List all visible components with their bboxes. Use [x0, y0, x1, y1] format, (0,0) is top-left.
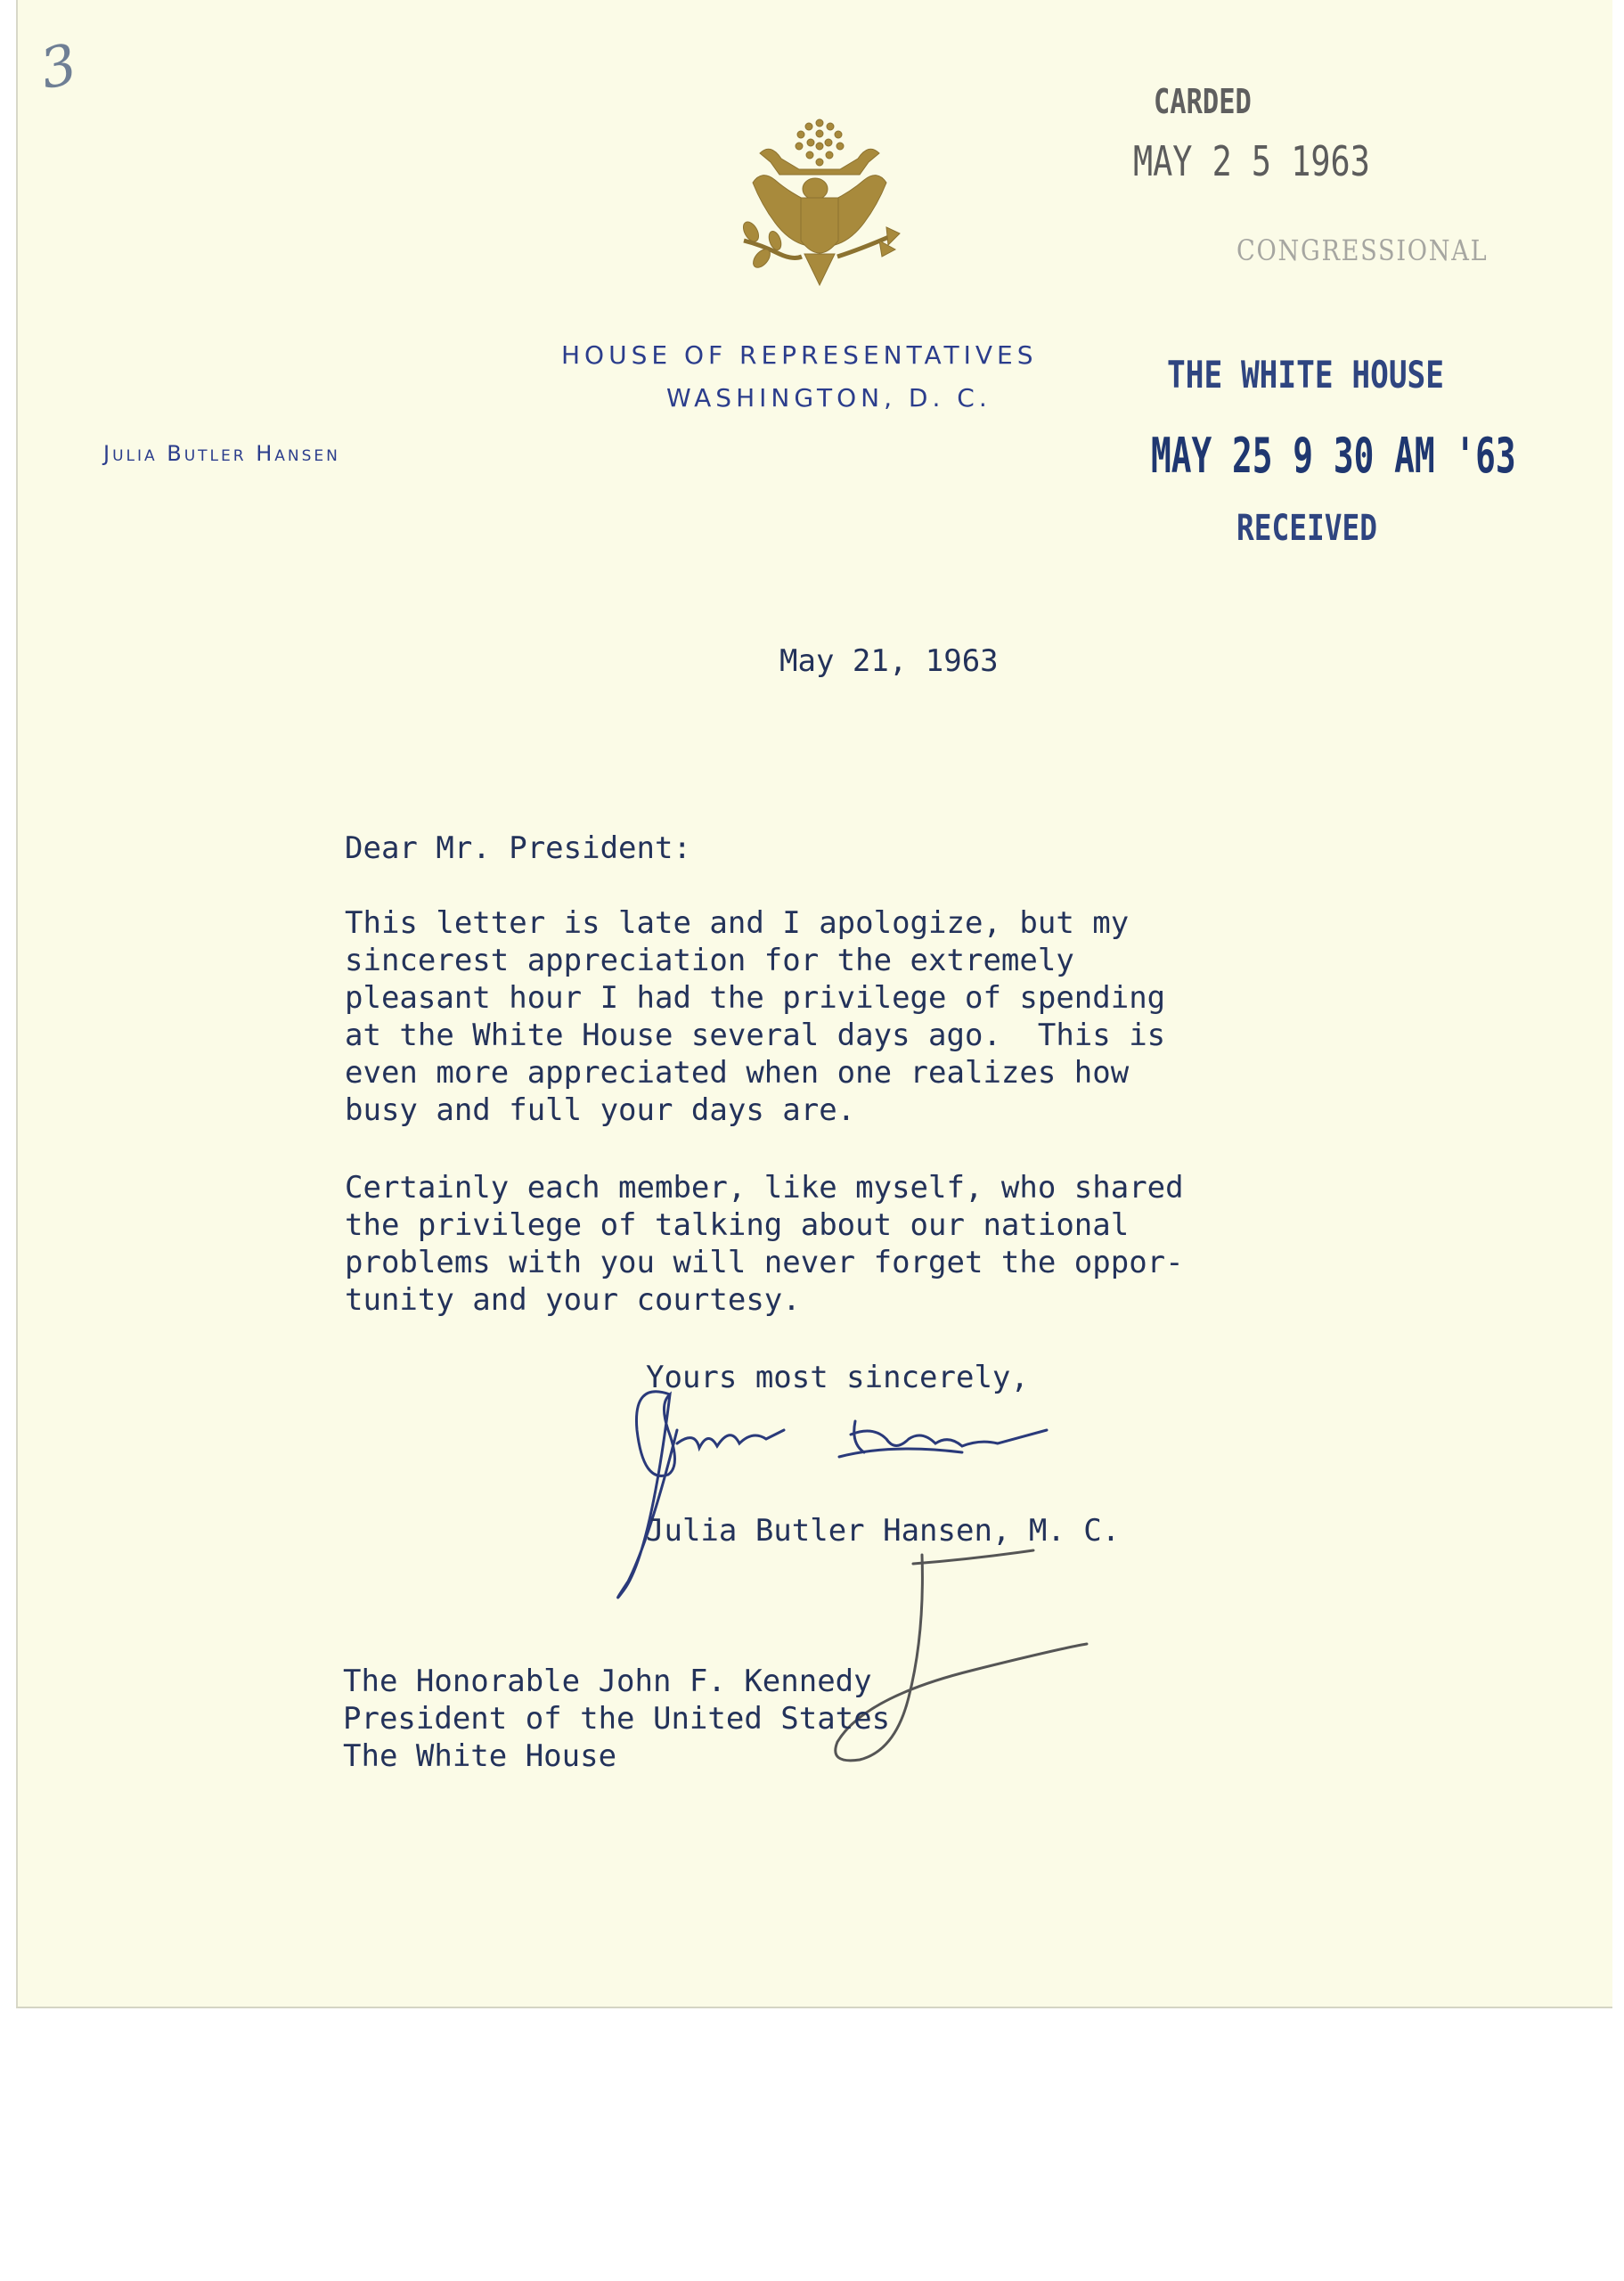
paragraph-line: This letter is late and I apologize, but my [345, 905, 1130, 941]
salutation: Dear Mr. President: [345, 830, 691, 866]
letter-date: May 21, 1963 [779, 643, 999, 679]
paragraph-line: Certainly each member, like myself, who shared [345, 1170, 1184, 1206]
carded-stamp-date: MAY 2 5 1963 [1133, 137, 1370, 185]
paragraph-line: busy and full your days are. [345, 1092, 856, 1128]
addressee-line: The White House [343, 1738, 617, 1774]
addressee-block [343, 1663, 890, 1775]
addressee-line: President of the United States [343, 1701, 891, 1737]
paragraph-line: even more appreciated when one realizes how [345, 1055, 1130, 1091]
signature-block: Julia Butler Hansen, M. C. [646, 1513, 1121, 1549]
great-seal-eagle-icon [726, 107, 913, 307]
paragraph-2 [345, 1169, 1184, 1319]
white-house-stamp: THE WHITE HOUSE [1167, 353, 1445, 397]
white-house-stamp-date: MAY 25 9 30 AM '63 [1151, 428, 1516, 484]
closing: Yours most sincerely, [646, 1360, 1029, 1395]
paragraph-line: pleasant hour I had the privilege of spending [345, 980, 1166, 1016]
paragraph-line: at the White House several days ago. This is [345, 1018, 1166, 1053]
received-stamp: RECEIVED [1236, 508, 1377, 549]
paragraph-line: tunity and your courtesy. [345, 1282, 801, 1318]
congressional-stamp: CONGRESSIONAL [1236, 233, 1489, 267]
corner-handwritten-mark: 3 [34, 30, 83, 102]
letter-sheet [16, 0, 1612, 2008]
paragraph-line: the privilege of talking about our national [345, 1207, 1130, 1243]
addressee-line: The Honorable John F. Kennedy [343, 1664, 872, 1699]
carded-stamp: CARDED [1154, 82, 1252, 121]
paragraph-1 [345, 904, 1165, 1129]
letterhead-member-name: Julia Butler Hansen [103, 441, 340, 466]
letterhead-house: HOUSE OF REPRESENTATIVES [561, 340, 1038, 370]
letterhead-city: WASHINGTON, D. C. [666, 383, 992, 413]
paragraph-line: sincerest appreciation for the extremely [345, 943, 1074, 978]
paragraph-line: problems with you will never forget the oppor- [345, 1245, 1184, 1280]
